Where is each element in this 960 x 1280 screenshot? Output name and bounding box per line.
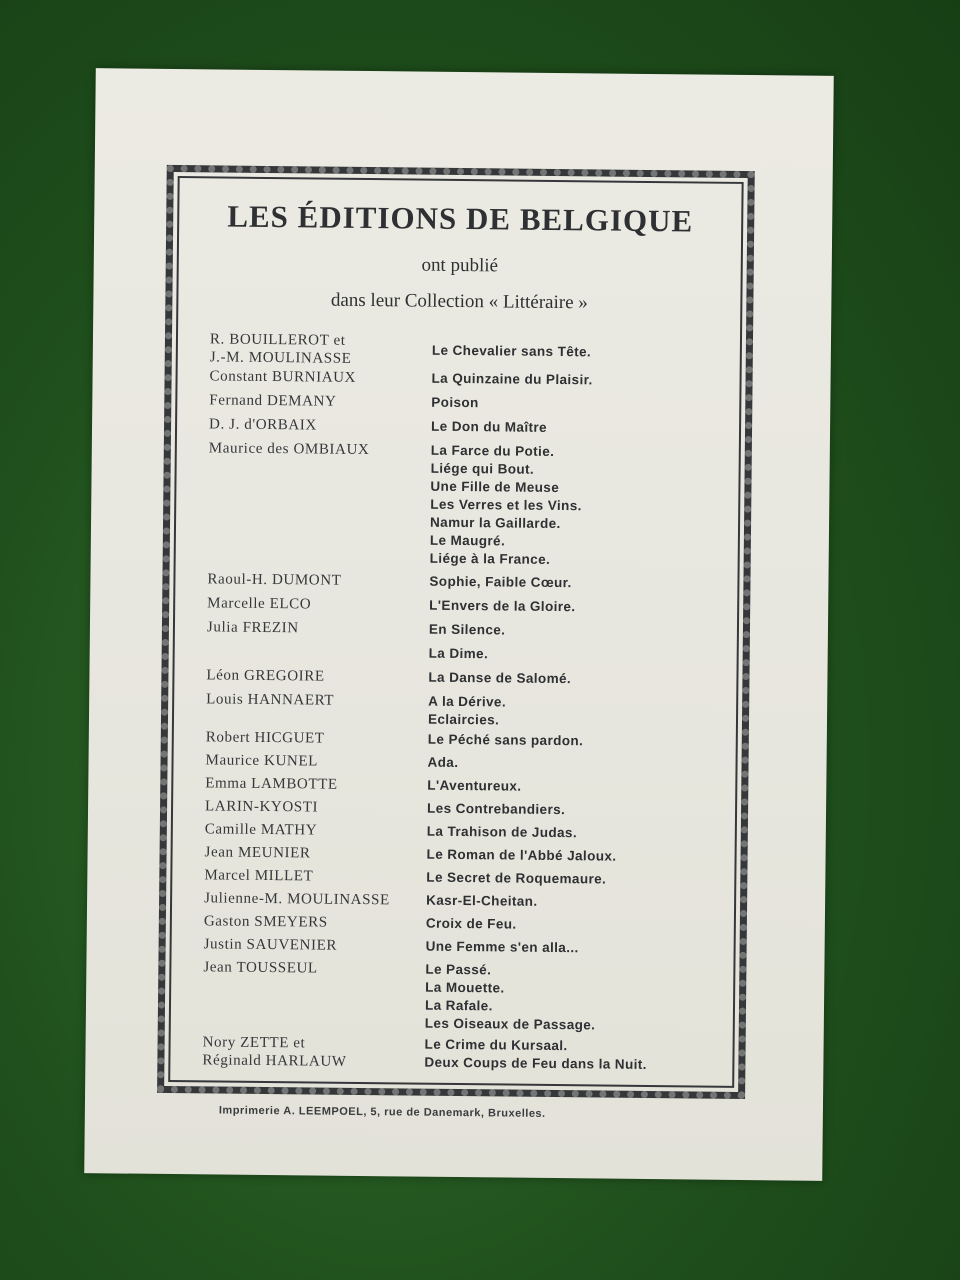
author-name (205, 751, 318, 770)
catalog-entry (175, 666, 737, 687)
catalog-entry (178, 367, 740, 388)
catalog-entry (172, 935, 734, 956)
book-title: En Silence. (428, 621, 506, 638)
author-line: LARIN-KYOSTI (204, 798, 319, 816)
catalog-entry (176, 570, 738, 591)
book-title: Une Femme s'en alla... (425, 938, 579, 956)
catalog-entry (177, 415, 739, 435)
catalog-entry (174, 751, 736, 771)
book-titles (429, 573, 571, 592)
book-title: Le Péché sans pardon. (427, 731, 584, 749)
author-name (209, 367, 356, 387)
author-line: R. BOUILLEROT et (209, 331, 346, 349)
author-line: Camille MATHY (204, 821, 318, 839)
book-titles (428, 669, 571, 688)
catalog-entry (173, 843, 735, 864)
book-titles (428, 693, 506, 730)
book-title: L'Aventureux. (427, 777, 522, 794)
book-title: Le Crime du Kursaal. (424, 1036, 568, 1054)
author-line: Nory ZETTE et (202, 1034, 306, 1052)
book-title: Namur la Gaillarde. (429, 514, 561, 532)
book-title: La Mouette. (425, 979, 505, 996)
catalog-entry (177, 439, 739, 567)
book-titles (426, 892, 538, 911)
catalog-entry (178, 330, 740, 367)
author-line: Maurice des OMBIAUX (208, 440, 370, 459)
book-title: Poison (431, 394, 479, 411)
author-name (207, 618, 299, 637)
catalog-entry (173, 797, 735, 818)
catalog-entry (171, 1033, 733, 1072)
author-name (205, 797, 318, 816)
book-title: L'Envers de la Gloire. (429, 597, 576, 615)
author-name (204, 866, 313, 885)
book-title: Deux Coups de Feu dans la Nuit. (424, 1054, 647, 1072)
author-line: Gaston SMEYERS (203, 913, 328, 931)
book-titles (427, 823, 577, 843)
catalog-entry (177, 391, 739, 411)
book-titles (431, 418, 547, 437)
book-title: Le Chevalier sans Tête. (431, 342, 592, 360)
book-title: La Quinzaine du Plaisir. (431, 370, 593, 388)
book-title: La Farce du Potie. (430, 442, 555, 459)
book-titles (427, 777, 521, 796)
catalog-entry (172, 889, 734, 909)
author-name (207, 594, 311, 613)
author-line: Robert HICGUET (205, 729, 325, 747)
author-line: Justin SAUVENIER (203, 936, 338, 954)
book-titles (431, 370, 592, 390)
author-name (202, 1033, 347, 1071)
author-line: Marcelle ELCO (207, 595, 312, 613)
author-name (209, 391, 336, 410)
catalog-entry (172, 912, 734, 932)
author-name (204, 889, 390, 909)
book-titles (426, 938, 579, 958)
author-line: D. J. d'ORBAIX (208, 416, 317, 434)
author-line: Julia FREZIN (206, 619, 299, 637)
subtitle-published: ont publié (421, 254, 499, 277)
book-title: A la Dérive. (428, 693, 507, 710)
book-titles (426, 869, 606, 889)
author-line: Fernand DEMANY (209, 392, 337, 410)
author-line: Jean MEUNIER (204, 844, 311, 862)
author-name (206, 666, 324, 685)
author-name (204, 935, 338, 954)
book-title: Le Passé. (425, 961, 492, 978)
author-name (209, 439, 370, 459)
book-titles (427, 754, 458, 772)
book-title: Le Don du Maître (430, 418, 548, 435)
catalog-entry (175, 618, 737, 662)
book-title: La Trahison de Judas. (426, 823, 578, 841)
book-title: Le Maugré. (429, 532, 506, 549)
decorative-border (157, 165, 755, 1099)
book-title: Les Oiseaux de Passage. (424, 1015, 596, 1033)
book-title: Eclaircies. (427, 711, 500, 728)
book-title: La Rafale. (424, 997, 493, 1014)
catalog-entry (173, 820, 735, 841)
book-title: Sophie, Faible Cœur. (429, 573, 572, 591)
book-title: Croix de Feu. (425, 915, 517, 932)
author-line: Julienne-M. MOULINASSE (204, 890, 390, 909)
author-name (205, 774, 338, 793)
printer-imprint: Imprimerie A. LEEMPOEL, 5, rue de Danemark, Bruxelles. (218, 1104, 546, 1120)
author-name (204, 912, 328, 931)
author-name (205, 843, 311, 862)
book-titles (424, 1036, 647, 1074)
book-titles (431, 394, 479, 412)
book-titles (426, 915, 517, 934)
author-name (207, 570, 341, 589)
author-line: J.-M. MOULINASSE (209, 349, 352, 367)
subtitle-collection: dans leur Collection « Littéraire » (330, 289, 588, 314)
book-titles (429, 621, 506, 664)
author-line: Léon GREGOIRE (206, 667, 325, 685)
catalog-panel (168, 176, 743, 1088)
book-titles (426, 846, 616, 866)
author-line: Raoul-H. DUMONT (207, 571, 342, 589)
author-line: Jean TOUSSEUL (203, 959, 318, 977)
book-titles (432, 342, 591, 362)
book-title: Une Fille de Meuse (430, 478, 560, 496)
author-name (203, 958, 318, 977)
author-line: Constant BURNIAUX (209, 368, 357, 386)
author-name (206, 728, 325, 747)
book-back-cover (84, 68, 834, 1181)
catalog-entry (175, 594, 737, 615)
book-title: La Danse de Salomé. (428, 669, 572, 687)
book-titles (427, 800, 565, 819)
book-titles (425, 961, 596, 1035)
author-name (210, 330, 352, 367)
book-title: Le Roman de l'Abbé Jaloux. (426, 846, 617, 864)
author-name (206, 690, 334, 709)
author-line: Louis HANNAERT (206, 691, 335, 709)
author-line: Maurice KUNEL (205, 752, 319, 770)
catalog-entry (173, 774, 735, 794)
author-name (209, 415, 317, 434)
book-title: Liége qui Bout. (430, 460, 535, 477)
book-title: Ada. (427, 754, 459, 771)
book-title: La Dime. (428, 645, 489, 662)
author-name (205, 820, 318, 839)
book-titles (430, 442, 583, 570)
publisher-title: LES ÉDITIONS DE BELGIQUE (227, 198, 694, 239)
author-line: Emma LAMBOTTE (205, 775, 338, 793)
catalog-entry (172, 866, 734, 887)
book-titles (429, 597, 575, 617)
author-line: Réginald HARLAUW (202, 1052, 347, 1070)
book-title: Kasr-El-Cheitan. (426, 892, 538, 909)
catalog-entry (174, 690, 736, 728)
book-title: Liége à la France. (429, 550, 551, 567)
book-titles (428, 731, 584, 751)
catalog-entry (171, 958, 733, 1033)
author-line: Marcel MILLET (204, 867, 314, 885)
book-title: Les Contrebandiers. (426, 800, 566, 818)
book-title: Le Secret de Roquemaure. (426, 869, 607, 887)
book-title: Les Verres et les Vins. (430, 496, 582, 514)
